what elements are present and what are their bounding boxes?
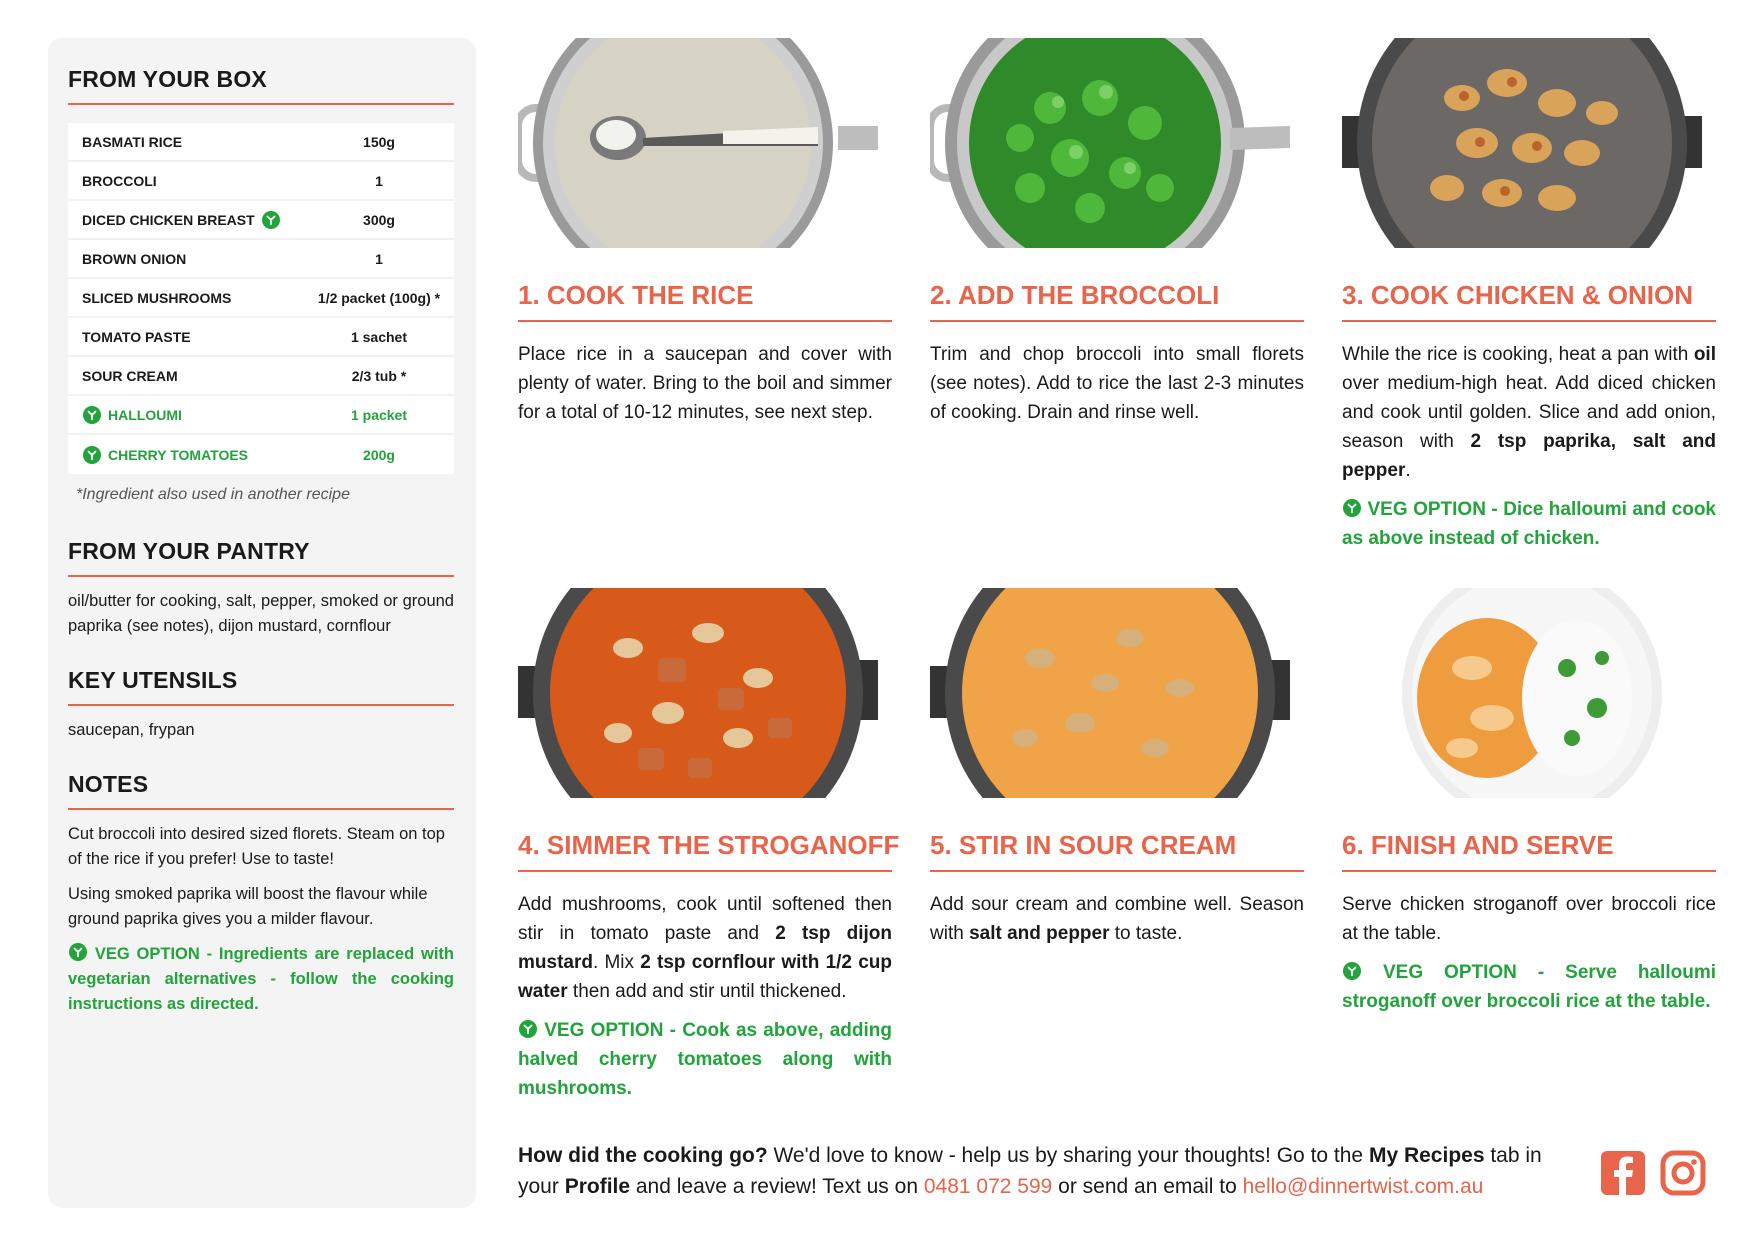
utensils-text: saucepan, frypan <box>68 721 195 739</box>
step-4 <box>518 588 900 1103</box>
key-utensils-heading: KEY UTENSILS <box>68 667 454 706</box>
ingredient-row <box>68 396 454 435</box>
instagram-icon[interactable] <box>1660 1150 1706 1196</box>
note-veg-text: VEG OPTION - Ingredients are replaced with vegetarian alternatives - follow the cooking instructions as directed. <box>68 945 454 1013</box>
pantry-section <box>68 538 454 639</box>
ingredient-row <box>68 318 454 357</box>
step-4-body: Add mushrooms, cook until softened then stir in tomato paste and 2 tsp dijon mustard. Mix 2 tsp cornflour with 1/2 cup water then add and stir until thickened. <box>518 894 892 1002</box>
ingredient-quantity: 2/3 tub * <box>351 367 407 384</box>
step-3-veg-option: VEG OPTION - Dice halloumi and cook as above instead of chicken. <box>1342 499 1716 549</box>
ingredient-name: BASMATI RICE <box>82 133 183 150</box>
veg-leaf-icon <box>82 405 102 425</box>
note-paprika: Using smoked paprika will boost the flavour while ground paprika gives you a milder flavour. <box>68 885 428 928</box>
note-broccoli: Cut broccoli into desired sized florets. Steam on top of the rice if you prefer! Use to taste! <box>68 825 445 868</box>
from-your-pantry-heading: FROM YOUR PANTRY <box>68 538 454 577</box>
ingredient-row <box>68 357 454 396</box>
ingredient-quantity: 1 <box>375 172 383 189</box>
step-2-body: Trim and chop broccoli into small florets (see notes). Add to rice the last 2-3 minutes of cooking. Drain and rinse well. <box>930 344 1304 423</box>
ingredients-sidebar <box>48 38 476 1208</box>
veg-leaf-icon <box>1342 961 1362 981</box>
facebook-icon[interactable] <box>1600 1150 1646 1196</box>
ingredient-quantity: 200g <box>363 446 395 463</box>
step-6-title: 6. FINISH AND SERVE <box>1342 830 1716 872</box>
feedback-footer: How did the cooking go? We'd love to know - help us by sharing your thoughts! Go to the My Recipes tab in your Profile and leave a review! Text us on 0481 072 599 or send an email to hello@dinnertwist.com.au <box>518 1144 1542 1198</box>
step-3 <box>1342 38 1716 553</box>
pantry-text: oil/butter for cooking, salt, pepper, smoked or ground paprika (see notes), dijon mustard, cornflour <box>68 592 454 635</box>
step-1-photo <box>518 38 878 248</box>
ingredient-quantity: 1 <box>375 250 383 267</box>
ingredient-name: DICED CHICKEN BREAST <box>82 210 306 230</box>
step-3-body: While the rice is cooking, heat a pan with oil over medium-high heat. Add diced chicken and cook until golden. Slice and add onion, season with 2 tsp paprika, salt and pepper. <box>1342 344 1716 481</box>
step-3-photo <box>1342 38 1702 248</box>
step-4-photo <box>518 588 878 798</box>
step-2-title: 2. ADD THE BROCCOLI <box>930 280 1304 322</box>
ingredient-name: BROCCOLI <box>82 172 157 189</box>
ingredient-row <box>68 123 454 162</box>
step-5-title: 5. STIR IN SOUR CREAM <box>930 830 1304 872</box>
ingredient-quantity: 1/2 packet (100g) * <box>317 289 441 306</box>
step-5-photo <box>930 588 1290 798</box>
ingredient-quantity: 1 packet <box>350 406 408 423</box>
step-6-veg-option: VEG OPTION - Serve halloumi stroganoff over broccoli rice at the table. <box>1342 962 1716 1012</box>
ingredient-quantity: 1 sachet <box>350 328 408 345</box>
step-1-title: 1. COOK THE RICE <box>518 280 892 322</box>
step-3-title: 3. COOK CHICKEN & ONION <box>1342 280 1716 322</box>
ingredient-name: TOMATO PASTE <box>82 328 191 345</box>
notes-heading: NOTES <box>68 771 454 810</box>
veg-leaf-icon <box>1342 498 1362 518</box>
step-4-veg-option: VEG OPTION - Cook as above, adding halved cherry tomatoes along with mushrooms. <box>518 1020 892 1099</box>
email-link[interactable]: hello@dinnertwist.com.au <box>1242 1175 1484 1198</box>
step-6 <box>1342 588 1716 1016</box>
ingredient-row <box>68 240 454 279</box>
ingredients-table <box>68 123 454 474</box>
ingredient-name: SLICED MUSHROOMS <box>82 289 232 306</box>
step-2-photo <box>930 38 1290 248</box>
veg-leaf-icon <box>518 1019 538 1039</box>
step-1 <box>518 38 892 427</box>
phone-link[interactable]: 0481 072 599 <box>923 1175 1053 1198</box>
step-6-body: Serve chicken stroganoff over broccoli rice at the table. <box>1342 894 1716 944</box>
step-1-body: Place rice in a saucepan and cover with plenty of water. Bring to the boil and simmer for a total of 10-12 minutes, see next step. <box>518 344 892 423</box>
veg-leaf-icon <box>68 942 88 962</box>
veg-leaf-icon <box>82 445 102 465</box>
utensils-section <box>68 667 454 743</box>
ingredient-footnote: *Ingredient also used in another recipe <box>76 486 350 503</box>
ingredient-row <box>68 279 454 318</box>
step-4-title: 4. SIMMER THE STROGANOFF <box>518 830 892 872</box>
note-veg-option <box>68 942 454 1017</box>
step-5-body: Add sour cream and combine well. Season with salt and pepper to taste. <box>930 894 1304 944</box>
ingredient-name: CHERRY TOMATOES <box>82 445 306 465</box>
notes-section <box>68 771 454 1017</box>
ingredient-row <box>68 201 454 240</box>
ingredient-name: BROWN ONION <box>82 250 187 267</box>
step-5 <box>930 588 1304 948</box>
veg-leaf-icon <box>261 210 281 230</box>
from-your-box-heading: FROM YOUR BOX <box>68 66 454 105</box>
ingredient-name: SOUR CREAM <box>82 367 178 384</box>
ingredient-quantity: 150g <box>363 133 395 150</box>
ingredient-quantity: 300g <box>363 211 395 228</box>
step-6-photo <box>1342 588 1702 798</box>
step-2 <box>930 38 1304 427</box>
ingredient-row <box>68 162 454 201</box>
ingredient-row <box>68 435 454 474</box>
ingredient-name: HALLOUMI <box>82 405 306 425</box>
